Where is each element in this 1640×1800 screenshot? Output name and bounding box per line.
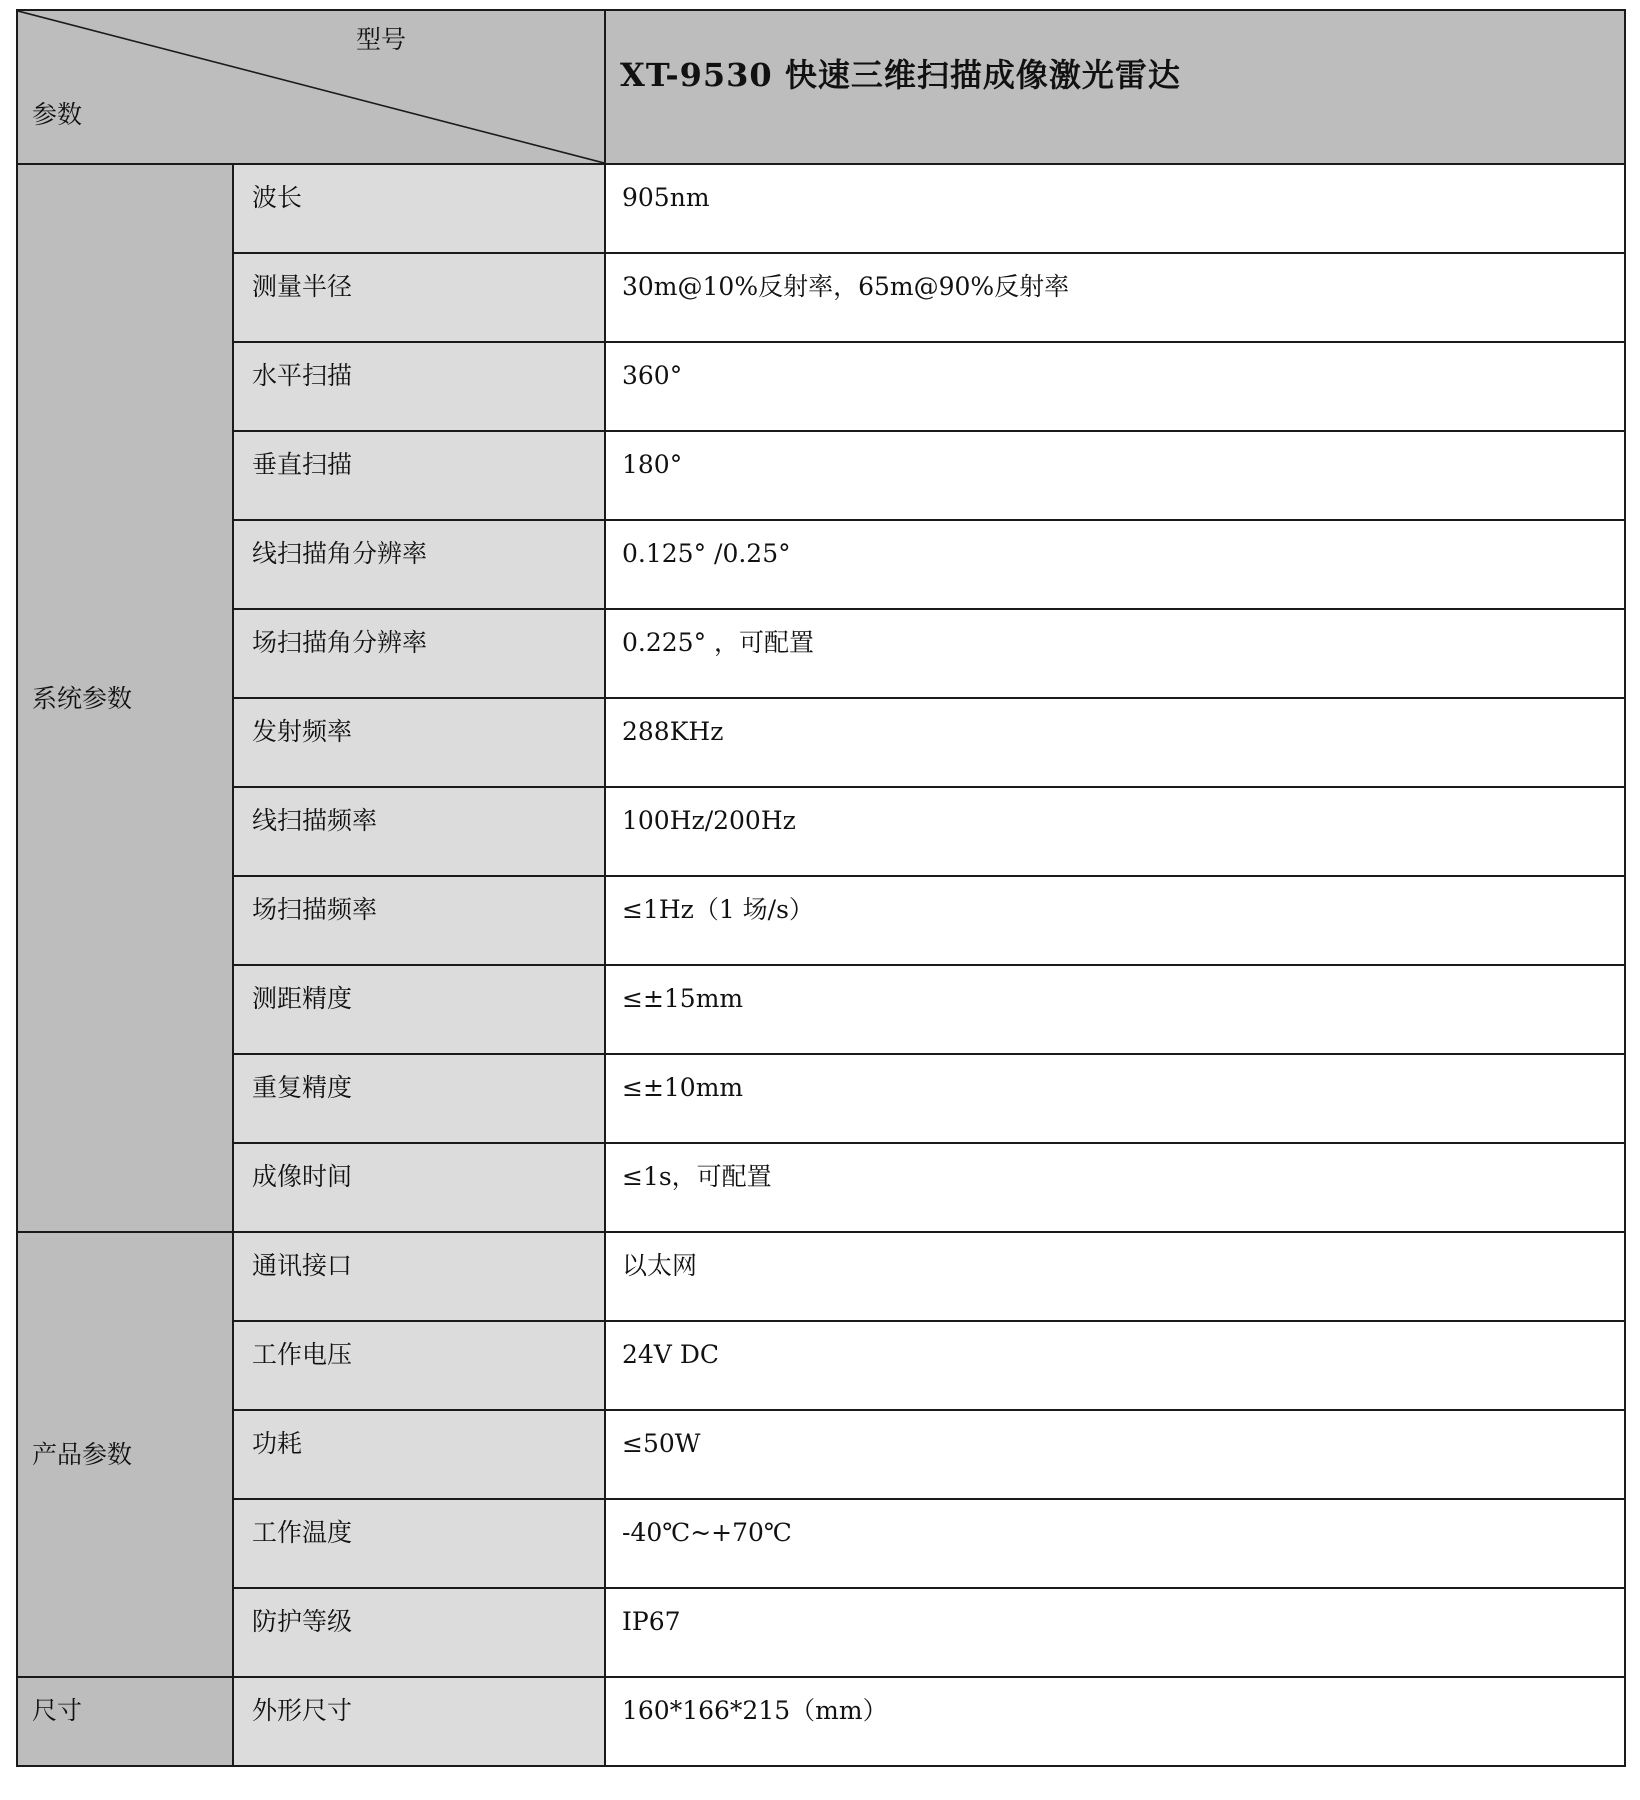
param-cell: [233, 1677, 605, 1766]
spec-row: [17, 1143, 1625, 1232]
spec-row: [17, 1321, 1625, 1410]
diagonal-divider: [18, 11, 604, 163]
param-value: 0.125° /0.25°: [622, 539, 791, 568]
param-value: ≤50W: [622, 1429, 701, 1458]
param-cell: [233, 698, 605, 787]
param-name: 重复精度: [252, 1073, 353, 1102]
param-cell: [233, 1499, 605, 1588]
group-cell: [17, 1677, 233, 1766]
spec-row: [17, 431, 1625, 520]
param-name: 通讯接口: [252, 1251, 353, 1280]
value-cell: [605, 520, 1625, 609]
value-cell: [605, 1143, 1625, 1232]
value-cell: [605, 1677, 1625, 1766]
param-name: 测距精度: [252, 984, 353, 1013]
param-value: 288KHz: [622, 717, 724, 746]
param-name: 发射频率: [252, 717, 353, 746]
value-cell: [605, 1410, 1625, 1499]
param-value: ≤±15mm: [622, 984, 744, 1013]
param-value: ≤1s，可配置: [622, 1162, 772, 1191]
value-cell: [605, 1232, 1625, 1321]
param-name: 场扫描角分辨率: [252, 628, 428, 657]
param-value: 100Hz/200Hz: [622, 806, 796, 835]
param-name: 垂直扫描: [252, 450, 353, 479]
param-cell: [233, 965, 605, 1054]
param-cell: [233, 1054, 605, 1143]
param-cell: [233, 1321, 605, 1410]
param-cell: [233, 609, 605, 698]
value-cell: [605, 787, 1625, 876]
param-value: 以太网: [622, 1251, 698, 1280]
group-label: 产品参数: [32, 1440, 133, 1469]
param-name: 工作温度: [252, 1518, 353, 1547]
corner-parameter-label: 参数: [32, 100, 83, 129]
param-value: ≤1Hz（1 场/s）: [622, 895, 814, 924]
group-cell: [17, 1232, 233, 1677]
value-cell: [605, 1588, 1625, 1677]
value-cell: [605, 965, 1625, 1054]
param-name: 工作电压: [252, 1340, 353, 1369]
value-cell: [605, 1321, 1625, 1410]
model-title-cell: [605, 10, 1625, 164]
spec-row: [17, 253, 1625, 342]
param-cell: [233, 1232, 605, 1321]
spec-row: [17, 1410, 1625, 1499]
param-name: 成像时间: [252, 1162, 353, 1191]
value-cell: [605, 164, 1625, 253]
value-cell: [605, 431, 1625, 520]
group-label: 系统参数: [32, 683, 133, 713]
param-name: 测量半径: [252, 272, 353, 301]
param-name: 功耗: [252, 1429, 303, 1458]
header-row: [17, 10, 1625, 164]
param-cell: [233, 1588, 605, 1677]
param-cell: [233, 164, 605, 253]
param-name: 水平扫描: [252, 361, 353, 390]
param-cell: [233, 1410, 605, 1499]
value-cell: [605, 609, 1625, 698]
spec-row: [17, 1588, 1625, 1677]
spec-row: [17, 342, 1625, 431]
param-name: 线扫描频率: [252, 806, 378, 835]
param-cell: [233, 787, 605, 876]
value-cell: [605, 253, 1625, 342]
spec-row: [17, 1054, 1625, 1143]
value-cell: [605, 1054, 1625, 1143]
param-value: 30m@10%反射率，65m@90%反射率: [622, 272, 1070, 301]
spec-table: [16, 9, 1626, 1767]
param-value: 360°: [622, 361, 683, 390]
param-name: 防护等级: [252, 1607, 353, 1636]
param-cell: [233, 253, 605, 342]
group-cell: [17, 164, 233, 1232]
group-label: 尺寸: [32, 1696, 83, 1725]
spec-row: [17, 965, 1625, 1054]
param-value: 24V DC: [622, 1340, 719, 1369]
param-value: ≤±10mm: [622, 1073, 744, 1102]
value-cell: [605, 698, 1625, 787]
param-cell: [233, 876, 605, 965]
param-value: 160*166*215（mm）: [622, 1696, 888, 1725]
corner-model-label: 型号: [355, 25, 406, 54]
param-value: 0.225° ，可配置: [622, 628, 815, 657]
value-cell: [605, 876, 1625, 965]
param-cell: [233, 342, 605, 431]
param-cell: [233, 431, 605, 520]
param-value: IP67: [622, 1607, 681, 1636]
spec-row: [17, 164, 1625, 253]
spec-row: [17, 698, 1625, 787]
param-cell: [233, 520, 605, 609]
spec-row: [17, 787, 1625, 876]
param-name: 场扫描频率: [252, 895, 378, 924]
param-value: 180°: [622, 450, 683, 479]
param-name: 线扫描角分辨率: [252, 539, 428, 568]
spec-row: [17, 1677, 1625, 1766]
model-title: XT-9530 快速三维扫描成像激光雷达: [620, 56, 1181, 94]
param-name: 外形尺寸: [252, 1696, 353, 1725]
spec-row: [17, 609, 1625, 698]
header-corner-cell: [17, 10, 605, 164]
spec-row: [17, 876, 1625, 965]
spec-row: [17, 1232, 1625, 1321]
spec-row: [17, 1499, 1625, 1588]
param-value: 905nm: [622, 183, 710, 212]
param-value: -40℃~+70℃: [622, 1518, 792, 1547]
value-cell: [605, 342, 1625, 431]
param-cell: [233, 1143, 605, 1232]
value-cell: [605, 1499, 1625, 1588]
spec-row: [17, 520, 1625, 609]
spec-body: [17, 164, 1625, 1766]
param-name: 波长: [252, 183, 303, 212]
